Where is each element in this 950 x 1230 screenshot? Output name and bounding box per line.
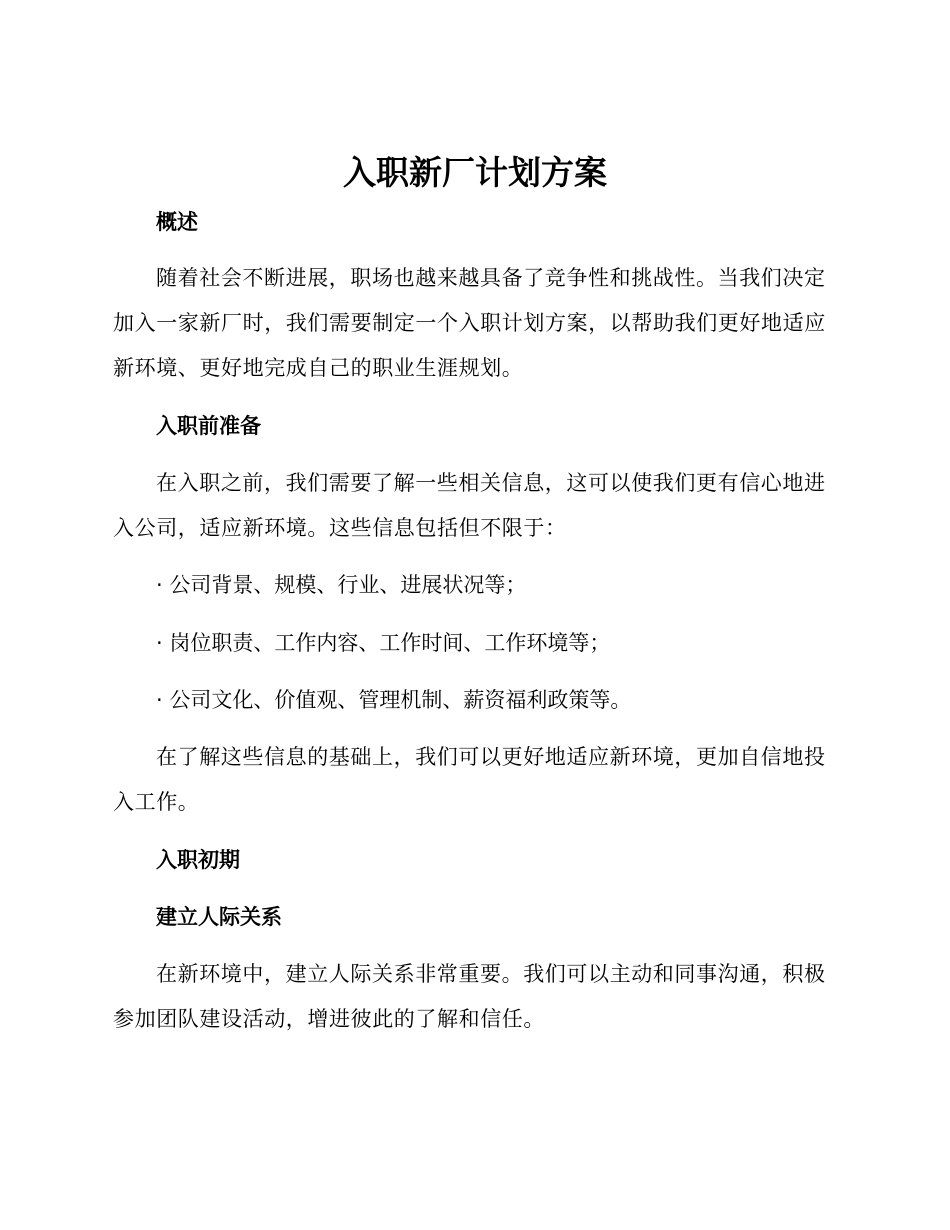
- preparation-intro-paragraph: 在入职之前，我们需要了解一些相关信息，这可以使我们更有信心地进入公司，适应新环境。这些信息包括但不限于：: [113, 471, 826, 540]
- document-title: 入职新厂计划方案: [343, 153, 607, 192]
- relationships-paragraph: 在新环境中，建立人际关系非常重要。我们可以主动和同事沟通，积极参加团队建设活动，增进彼此的了解和信任。: [113, 962, 826, 1031]
- list-item: · 公司背景、规模、行业、进展状况等；: [156, 573, 527, 597]
- subsection-heading-relationships: 建立人际关系: [156, 905, 282, 929]
- section-heading-overview: 概述: [156, 210, 198, 234]
- overview-paragraph: 随着社会不断进展，职场也越来越具备了竞争性和挑战性。当我们决定加入一家新厂时，我们需要制定一个入职计划方案，以帮助我们更好地适应新环境、更好地完成自己的职业生涯规划。: [113, 266, 826, 380]
- list-item: · 岗位职责、工作内容、工作时间、工作环境等；: [156, 631, 611, 655]
- preparation-conclusion-paragraph: 在了解这些信息的基础上，我们可以更好地适应新环境，更加自信地投入工作。: [113, 745, 826, 814]
- section-heading-preparation: 入职前准备: [156, 414, 261, 438]
- list-item: · 公司文化、价值观、管理机制、薪资福利政策等。: [156, 688, 632, 712]
- section-heading-early-stage: 入职初期: [156, 848, 240, 872]
